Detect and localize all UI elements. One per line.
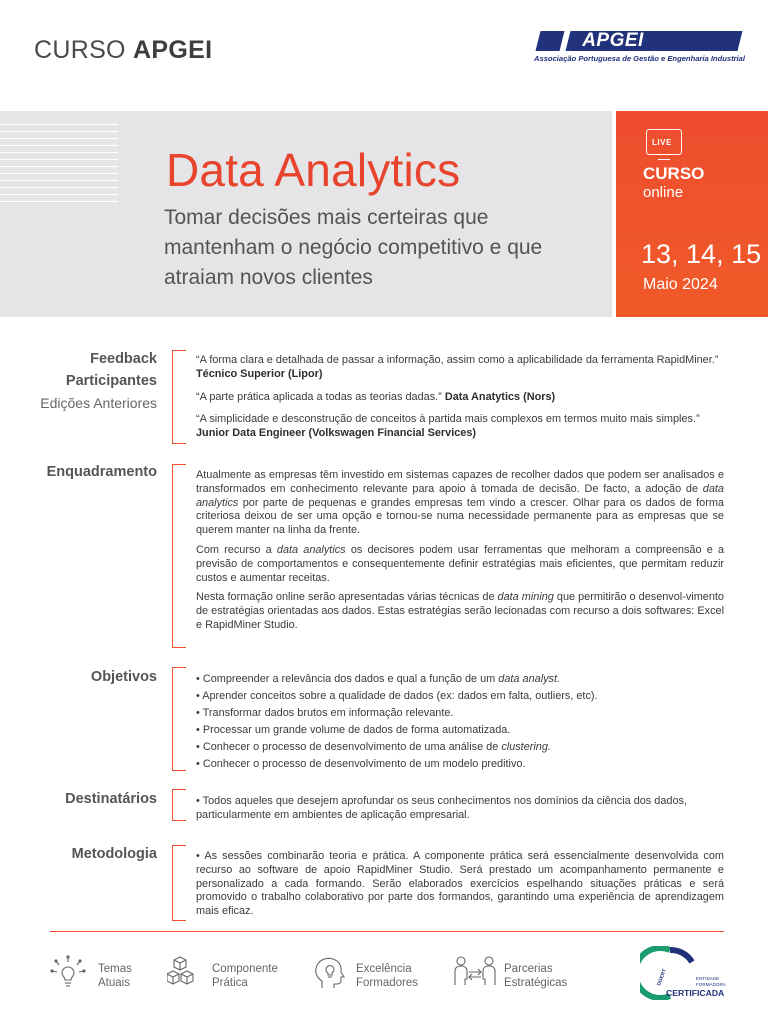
feature-line: Atuais (98, 976, 130, 989)
course-title: Data Analytics (166, 144, 461, 196)
feature-temas-atuais (98, 963, 132, 990)
live-label: LIVE (652, 138, 672, 147)
apgei-logo (532, 30, 744, 66)
brand-light: CURSO (34, 36, 126, 64)
logo-tagline: Associação Portuguesa de Gestão e Engenharia Industrial (534, 54, 746, 63)
paragraph: Atualmente as empresas têm investido em sistemas capazes de recolher dados que podem ser analisados e transformados em conhecimento relevante para apoio à tomada de decisão. De facto, a adoção de data analytics por parte de pequenas e grandes empresas tem vindo a crescer. Olhar para os dados de forma criteriosa deixou de ser uma opção e tornou-se numa necessidade permanente para as empresas que se querem manter na linha da frente. (196, 469, 724, 537)
list-item: • Processar um grande volume de dados de forma automatizada. (196, 723, 511, 736)
quote-text: “A parte prática aplicada a todas as teorias dadas.” (196, 390, 442, 403)
course-brand (34, 36, 212, 65)
objetivos-list (196, 673, 724, 775)
feature-parcerias-estrategicas (504, 963, 567, 990)
list-item: • Conhecer o processo de desenvolvimento de uma análise de clustering. (196, 740, 551, 753)
enquadramento-text (196, 469, 724, 639)
cert-bottom-text: CERTIFICADA (666, 988, 725, 998)
paragraph: Nesta formação online serão apresentadas várias técnicas de data mining que permitirão o desenvol-vimento de estratégias orientadas aos dados. Estas estratégias serão lecionadas com recurso a dois softwares: Excel e RapidMiner Studio. (196, 591, 724, 631)
metodologia-text (196, 850, 724, 925)
feature-line: Formadores (356, 976, 418, 989)
feature-line: Prática (212, 976, 248, 989)
list-item: • Transformar dados brutos em informação relevante. (196, 706, 454, 719)
quote-author: Data Anatytics (Nors) (444, 390, 556, 403)
destinatarios-bracket (172, 789, 185, 821)
quote-item (196, 391, 756, 405)
list-item: • Compreender a relevância dos dados e qual a função de um data analyst. (196, 673, 561, 685)
course-type-label: CURSO (643, 164, 705, 183)
feedback-label (40, 348, 157, 414)
feature-line: Temas (98, 963, 132, 975)
quote-item (196, 354, 756, 382)
feedback-label-line1: Feedback (90, 351, 157, 367)
footer-divider (50, 931, 724, 932)
feature-line: Excelência (356, 963, 412, 975)
quote-item (196, 413, 756, 441)
logo-bar-left (536, 31, 565, 51)
decorative-stripes (0, 124, 118, 204)
cert-mid-text: FORMADORA (696, 982, 726, 987)
course-subtitle: Tomar decisões mais certeiras que mantenham o negócio competitivo e que atraiam novos clientes (164, 206, 543, 289)
feature-line: Componente (212, 963, 278, 975)
feedback-label-line2: Participantes (65, 373, 157, 389)
logo-wordmark: APGEI (582, 30, 644, 51)
objetivos-bracket (172, 667, 185, 771)
partners-exchange-icon (453, 955, 497, 989)
head-idea-icon (313, 955, 347, 991)
lightbulb-network-icon (48, 955, 88, 993)
metodologia-bracket (172, 845, 185, 921)
feedback-label-sub: Edições Anteriores (40, 395, 157, 411)
cert-top-text: ENTIDADE (696, 976, 720, 981)
destinatarios-text: • Todos aqueles que desejem aprofundar os seus conhecimentos nos domínios da ciência dos dados, particularmente em ambientes de aplicação empresarial. (196, 795, 687, 821)
paragraph: Com recurso a data analytics os decisores podem usar ferramentas que melhoram a compreensão e a previsão de comportamentos e consequentemente definir estratégias mais eficientes, que permitam reduzir custos e aumentar receitas. (196, 543, 725, 584)
quote-author: Junior Data Engineer (Volkswagen Financial Services) (196, 427, 477, 440)
course-month: Maio 2024 (643, 276, 718, 293)
destinatarios-label: Destinatários (65, 791, 157, 807)
course-mode: online (643, 184, 684, 201)
feature-componente-pratica (212, 963, 278, 990)
objetivos-label: Objetivos (90, 669, 157, 685)
cert-side-text: DGERT (656, 968, 668, 987)
quote-author: Técnico Superior (Lipor) (196, 367, 323, 380)
feedback-quotes (196, 354, 756, 450)
enquadramento-label: Enquadramento (46, 464, 157, 480)
brand-bold: APGEI (133, 36, 213, 64)
certified-entity-seal (640, 946, 732, 1000)
feature-line: Estratégicas (504, 976, 568, 989)
feature-excelencia-formadores (356, 963, 418, 990)
quote-text: “A simplicidade e desconstrução de conceitos à partida mais complexos em termos muito mais simples.” (196, 413, 700, 426)
course-dates: 13, 14, 15 (641, 239, 762, 269)
metodologia-label: Metodologia (71, 846, 157, 862)
paragraph: • As sessões combinarão teoria e prática. A componente prática será essencialmente desenvolvida com recurso ao software de apoio RapidMiner Studio. Será prestado um acompanhamento permanente e personalizado a cada formando. Serão elaborados exercícios espelhando situações práticas e será promovido o trabalho colaborativo por parte dos formandos, garantindo uma experiência de aprendizagem mais eficaz. (196, 850, 724, 918)
enquadramento-bracket (172, 464, 185, 648)
list-item: • Aprender conceitos sobre a qualidade de dados (ex: dados em falta, outliers, etc). (196, 689, 598, 702)
feedback-bracket (172, 350, 185, 444)
cubes-icon (167, 955, 205, 989)
feature-line: Parcerias (504, 963, 553, 975)
list-item: • Conhecer o processo de desenvolvimento de um modelo preditivo. (196, 757, 526, 770)
quote-text: “A forma clara e detalhada de passar a informação, assim como a aplicabilidade da ferramenta RapidMiner.” (196, 354, 719, 366)
